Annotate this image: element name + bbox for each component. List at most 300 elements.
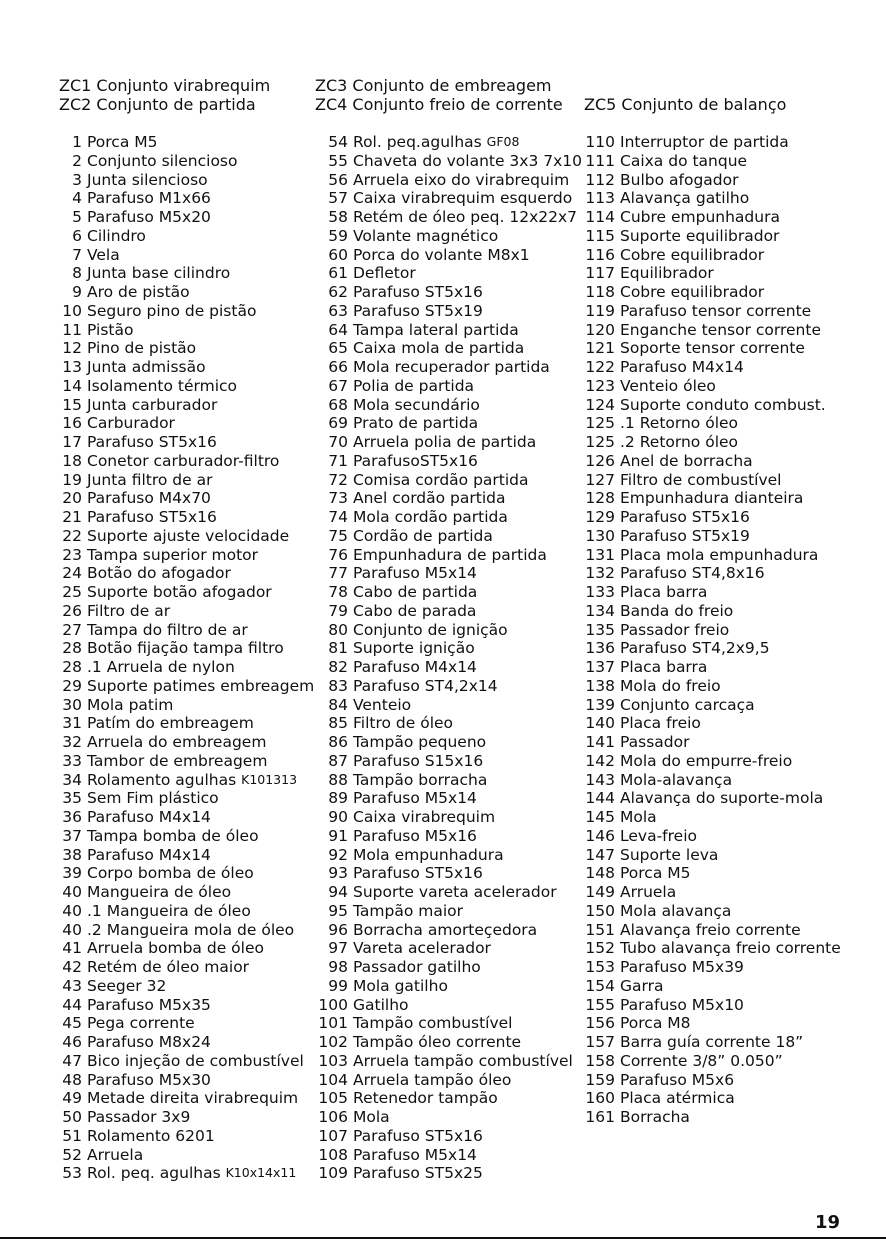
part-number: 66 (328, 358, 348, 376)
part-name: Mola recuperador partida (353, 358, 550, 376)
part-row (584, 489, 841, 508)
part-name: Parafuso S15x16 (353, 751, 484, 770)
part-name: Placa atérmica (620, 1089, 735, 1108)
part-number: 82 (328, 658, 348, 676)
part-name: Porca M5 (620, 864, 691, 883)
part-row (584, 302, 841, 321)
part-row (584, 246, 841, 265)
part-name: Bulbo afogador (620, 170, 739, 189)
part-name: Botão fijação tampa filtro (87, 639, 284, 658)
part-row (584, 377, 841, 396)
part-name: Caixa virabrequim (353, 808, 496, 826)
part-row (584, 1014, 841, 1033)
part-name: Comisa cordão partida (353, 470, 529, 489)
part-name: Leva-freio (620, 826, 697, 845)
part-name: Suporte leva (620, 845, 719, 864)
part-row (54, 921, 314, 940)
part-number: 31 (62, 714, 82, 733)
part-number: 81 (328, 639, 348, 658)
part-name: Parafuso M8x24 (87, 1033, 211, 1051)
part-name: Parafuso M4x70 (87, 489, 211, 508)
part-name: Tampa do filtro de ar (87, 620, 248, 639)
part-number: 22 (62, 526, 82, 545)
part-row (584, 339, 841, 358)
part-number: 126 (585, 451, 615, 470)
part-name: Rol. peq.agulhas (353, 133, 482, 151)
part-number: 138 (585, 676, 615, 695)
part-number: 99 (328, 976, 348, 995)
part-number: 125 (585, 414, 615, 433)
part-name: Retenedor tampão (353, 1089, 498, 1108)
part-name: Mola (620, 808, 657, 826)
part-row (54, 508, 314, 527)
part-row (584, 227, 841, 246)
part-number: 2 (72, 151, 82, 170)
part-number: 50 (62, 1108, 82, 1126)
part-name: Sem Fim plástico (87, 789, 219, 808)
part-name: Rolamento 6201 (87, 1126, 215, 1145)
part-name: Mola secundário (353, 395, 480, 414)
part-number: 119 (585, 301, 615, 320)
part-name: Mola do freio (620, 676, 721, 695)
parts-column-3 (584, 133, 841, 1127)
part-name: Passador 3x9 (87, 1108, 191, 1126)
part-row (54, 546, 314, 565)
part-number: 79 (328, 601, 348, 620)
part-name: Arruela tampão combustível (353, 1051, 573, 1070)
page-number: 19 (814, 1212, 840, 1233)
part-number: 91 (328, 826, 348, 845)
part-number: 57 (328, 189, 348, 208)
part-name: Seeger 32 (87, 976, 167, 995)
part-name: Tambor de embreagem (87, 751, 268, 770)
part-name: Parafuso ST4,8x16 (620, 564, 765, 583)
part-name: Parafuso ST5x16 (87, 508, 217, 526)
part-number: 107 (318, 1126, 348, 1145)
part-number: 89 (328, 789, 348, 808)
part-number: 153 (585, 958, 615, 976)
part-row (315, 1164, 582, 1183)
part-row (584, 1033, 841, 1052)
part-row (315, 752, 582, 771)
part-number: 5 (72, 208, 82, 226)
part-number: 160 (585, 1089, 615, 1108)
part-row (54, 414, 314, 433)
part-row (54, 1089, 314, 1108)
part-name: Parafuso ST5x19 (353, 301, 483, 320)
part-name: Parafuso M5x20 (87, 208, 211, 226)
part-row (584, 621, 841, 640)
part-number: 78 (328, 583, 348, 601)
part-name: Parafuso M1x66 (87, 189, 211, 208)
part-row (315, 958, 582, 977)
part-number: 46 (62, 1033, 82, 1051)
part-row (315, 621, 582, 640)
part-name: Pino de pistão (87, 339, 197, 358)
part-name: Parafuso M5x16 (353, 826, 477, 845)
part-name: Pega corrente (87, 1014, 195, 1033)
part-name: Filtro de ar (87, 601, 171, 620)
part-name: Tampão combustível (353, 1014, 513, 1033)
part-row (54, 1033, 314, 1052)
part-number: 51 (62, 1126, 82, 1145)
part-name: Conjunto silencioso (87, 151, 238, 170)
part-name: Parafuso M5x14 (353, 789, 477, 808)
part-number: 67 (328, 376, 348, 395)
part-number: 80 (328, 620, 348, 639)
part-row (315, 133, 582, 152)
part-number: 40 (62, 883, 82, 901)
part-row (54, 602, 314, 621)
part-name: .1 Mangueira de óleo (87, 901, 251, 920)
part-number: 154 (585, 976, 615, 995)
part-row (54, 302, 314, 321)
part-name: Suporte equilibrador (620, 226, 780, 245)
part-name: .1 Retorno óleo (620, 414, 739, 433)
part-number: 93 (328, 864, 348, 883)
part-name: Arruela (620, 883, 677, 901)
part-row (584, 133, 841, 152)
part-name: Tampa bomba de óleo (87, 826, 259, 845)
part-number: 49 (62, 1089, 82, 1108)
part-row (584, 527, 841, 546)
part-name: Tampa lateral partida (353, 320, 519, 339)
part-row (54, 846, 314, 865)
part-number: 63 (328, 301, 348, 320)
part-row (315, 771, 582, 790)
part-number: 65 (328, 339, 348, 358)
part-name: Porca do volante M8x1 (353, 245, 530, 264)
part-number: 139 (585, 695, 615, 714)
part-number: 40 (62, 901, 82, 920)
part-number: 131 (585, 545, 615, 564)
part-row (54, 1146, 314, 1165)
part-number: 161 (585, 1108, 615, 1126)
part-number: 53 (62, 1164, 82, 1183)
part-number: 106 (318, 1108, 348, 1126)
part-row (54, 714, 314, 733)
part-row (315, 208, 582, 227)
part-row (584, 939, 841, 958)
part-name: .2 Retorno óleo (620, 433, 739, 451)
part-row (54, 246, 314, 265)
part-name: Chaveta do volante 3x3 7x10 (353, 151, 583, 170)
part-number: 13 (62, 358, 82, 376)
part-number: 141 (585, 733, 615, 751)
part-name: Tampão maior (353, 901, 464, 920)
part-name: Placa freio (620, 714, 701, 733)
part-number: 159 (585, 1070, 615, 1089)
part-name: Polia de partida (353, 376, 475, 395)
part-name: Mangueira de óleo (87, 883, 232, 901)
part-name: Alavança do suporte-mola (620, 789, 824, 808)
part-name: Suporte ajuste velocidade (87, 526, 290, 545)
part-number: 116 (585, 245, 615, 264)
part-row (54, 433, 314, 452)
part-name: Arruela eixo do virabrequim (353, 170, 570, 189)
part-number: 18 (62, 451, 82, 470)
part-name: Vela (87, 245, 120, 264)
part-name: Junta base cilindro (87, 264, 231, 283)
part-row (315, 639, 582, 658)
part-row (54, 939, 314, 958)
part-name: Mola alavança (620, 901, 732, 920)
part-row (315, 714, 582, 733)
part-name: Mola (353, 1108, 390, 1126)
part-number: 150 (585, 901, 615, 920)
part-number: 157 (585, 1033, 615, 1051)
part-row (315, 789, 582, 808)
part-number: 21 (62, 508, 82, 526)
part-name: Porca M5 (87, 133, 158, 151)
part-row (584, 864, 841, 883)
part-name: Vareta acelerador (353, 939, 491, 958)
part-row (584, 396, 841, 415)
part-row (584, 208, 841, 227)
part-name: Arruela bomba de óleo (87, 939, 264, 958)
part-name: Botão do afogador (87, 564, 231, 583)
part-row (315, 846, 582, 865)
part-row (54, 1164, 314, 1183)
part-name: Filtro de combustível (620, 470, 782, 489)
part-number: 122 (585, 358, 615, 376)
part-name: Cordão de partida (353, 526, 493, 545)
part-number: 37 (62, 826, 82, 845)
part-number: 135 (585, 620, 615, 639)
part-name: Defletor (353, 264, 416, 283)
part-row (54, 339, 314, 358)
part-number: 108 (318, 1145, 348, 1164)
part-row (315, 808, 582, 827)
part-number: 75 (328, 526, 348, 545)
part-name: Volante magnético (353, 226, 499, 245)
part-number: 73 (328, 489, 348, 508)
part-number: 34 (62, 770, 82, 789)
part-number: 8 (72, 264, 82, 283)
part-name: Cabo de partida (353, 583, 478, 601)
part-name: Passador gatilho (353, 958, 481, 976)
part-number: 88 (328, 770, 348, 789)
part-number: 30 (62, 695, 82, 714)
part-row (315, 283, 582, 302)
part-number: 77 (328, 564, 348, 583)
part-name: Placa barra (620, 658, 708, 676)
part-number: 134 (585, 601, 615, 620)
part-number: 10 (62, 301, 82, 320)
part-name: Parafuso ST5x16 (353, 283, 483, 301)
part-number: 137 (585, 658, 615, 676)
part-row (54, 264, 314, 283)
part-row (315, 883, 582, 902)
part-row (315, 583, 582, 602)
part-number: 86 (328, 733, 348, 751)
part-row (54, 133, 314, 152)
part-row (584, 827, 841, 846)
part-number: 43 (62, 976, 82, 995)
part-row (54, 583, 314, 602)
group-zc1: ZC1 Conjunto virabrequim (59, 76, 271, 95)
part-row (54, 1127, 314, 1146)
part-number: 52 (62, 1145, 82, 1164)
part-number: 23 (62, 545, 82, 564)
part-name: Mola-alavança (620, 770, 733, 789)
part-name: Enganche tensor corrente (620, 320, 821, 339)
part-name: Parafuso ST4,2x9,5 (620, 639, 770, 658)
part-row (315, 696, 582, 715)
part-name: Junta silencioso (87, 170, 208, 189)
part-number: 36 (62, 808, 82, 826)
part-number: 151 (585, 920, 615, 939)
part-row (54, 564, 314, 583)
part-code: GF08 (486, 134, 520, 149)
part-number: 130 (585, 526, 615, 545)
part-row (584, 452, 841, 471)
part-number: 41 (62, 939, 82, 958)
part-name: Venteio óleo (620, 376, 716, 395)
part-number: 9 (72, 283, 82, 301)
part-name: Parafuso M5x14 (353, 1145, 477, 1164)
part-name: Parafuso M4x14 (87, 808, 211, 826)
part-name: Alavança freio corrente (620, 920, 801, 939)
part-row (54, 902, 314, 921)
part-name: Interruptor de partida (620, 133, 789, 151)
part-name: Patím do embreagem (87, 714, 254, 733)
part-name: Carburador (87, 414, 175, 433)
part-number: 156 (585, 1014, 615, 1033)
part-name: Metade direita virabrequim (87, 1089, 299, 1108)
part-row (584, 152, 841, 171)
part-name: Tampão óleo corrente (353, 1033, 522, 1051)
part-number: 35 (62, 789, 82, 808)
part-number: 64 (328, 320, 348, 339)
part-number: 152 (585, 939, 615, 958)
part-name: Pistão (87, 320, 134, 339)
part-name: Soporte tensor corrente (620, 339, 805, 358)
part-number: 70 (328, 433, 348, 451)
part-name: Mola empunhadura (353, 845, 504, 864)
part-row (315, 546, 582, 565)
part-row (584, 902, 841, 921)
part-number: 98 (328, 958, 348, 976)
part-name: Isolamento térmico (87, 376, 238, 395)
part-number: 32 (62, 733, 82, 751)
part-name: Bico injeção de combustível (87, 1051, 304, 1070)
part-row (54, 864, 314, 883)
footer-rule (0, 1237, 886, 1239)
part-row (315, 471, 582, 490)
part-number: 143 (585, 770, 615, 789)
part-number: 33 (62, 751, 82, 770)
part-name: Suporte vareta acelerador (353, 883, 557, 901)
part-row (315, 1108, 582, 1127)
part-number: 4 (72, 189, 82, 208)
part-row (315, 189, 582, 208)
part-row (584, 471, 841, 490)
part-name: ParafusoST5x16 (353, 451, 478, 470)
part-row (584, 264, 841, 283)
part-number: 109 (318, 1164, 348, 1183)
part-row (54, 977, 314, 996)
part-name: Parafuso M5x6 (620, 1070, 735, 1089)
part-row (54, 527, 314, 546)
part-row (315, 508, 582, 527)
part-name: Caixa mola de partida (353, 339, 525, 358)
part-row (54, 771, 314, 790)
part-number: 11 (62, 320, 82, 339)
part-row (54, 396, 314, 415)
part-number: 127 (585, 470, 615, 489)
part-row (315, 939, 582, 958)
part-name: Anel cordão partida (353, 489, 506, 508)
part-row (54, 1052, 314, 1071)
part-row (315, 489, 582, 508)
part-number: 29 (62, 676, 82, 695)
part-name: Junta admissão (87, 358, 206, 376)
part-name: Anel de borracha (620, 451, 753, 470)
part-name: Passador (620, 733, 690, 751)
part-name: Passador freio (620, 620, 730, 639)
part-number: 115 (585, 226, 615, 245)
part-number: 68 (328, 395, 348, 414)
part-code: K10x14x11 (225, 1165, 297, 1181)
part-number: 14 (62, 376, 82, 395)
part-row (584, 714, 841, 733)
part-number: 133 (585, 583, 615, 601)
part-name: Borracha (620, 1108, 690, 1126)
part-row (584, 546, 841, 565)
part-row (584, 508, 841, 527)
part-number: 102 (318, 1033, 348, 1051)
part-number: 27 (62, 620, 82, 639)
part-row (315, 1014, 582, 1033)
part-number: 72 (328, 470, 348, 489)
part-number: 3 (72, 170, 82, 189)
part-row (584, 1089, 841, 1108)
part-number: 28 (62, 658, 82, 676)
part-number: 114 (585, 208, 615, 226)
part-name: Suporte conduto combust. (620, 395, 826, 414)
part-name: Corrente 3/8” 0.050” (620, 1051, 783, 1070)
part-number: 60 (328, 245, 348, 264)
part-name: Conjunto carcaça (620, 695, 755, 714)
part-row (584, 658, 841, 677)
part-row (315, 339, 582, 358)
part-row (315, 902, 582, 921)
part-row (315, 827, 582, 846)
part-row (54, 152, 314, 171)
part-name: Junta carburador (87, 395, 218, 414)
part-row (54, 677, 314, 696)
part-row (54, 789, 314, 808)
part-number: 17 (62, 433, 82, 451)
part-number: 132 (585, 564, 615, 583)
part-number: 16 (62, 414, 82, 433)
part-number: 76 (328, 545, 348, 564)
part-name: Caixa do tanque (620, 151, 748, 170)
part-name: Mola do empurre-freio (620, 751, 793, 770)
part-number: 147 (585, 845, 615, 864)
part-row (54, 752, 314, 771)
part-number: 59 (328, 226, 348, 245)
part-row (54, 827, 314, 846)
part-name: Corpo bomba de óleo (87, 864, 254, 883)
part-row (584, 414, 841, 433)
part-row (584, 1052, 841, 1071)
part-name: Mola cordão partida (353, 508, 508, 526)
part-number: 42 (62, 958, 82, 976)
part-row (584, 1071, 841, 1090)
part-row (54, 208, 314, 227)
